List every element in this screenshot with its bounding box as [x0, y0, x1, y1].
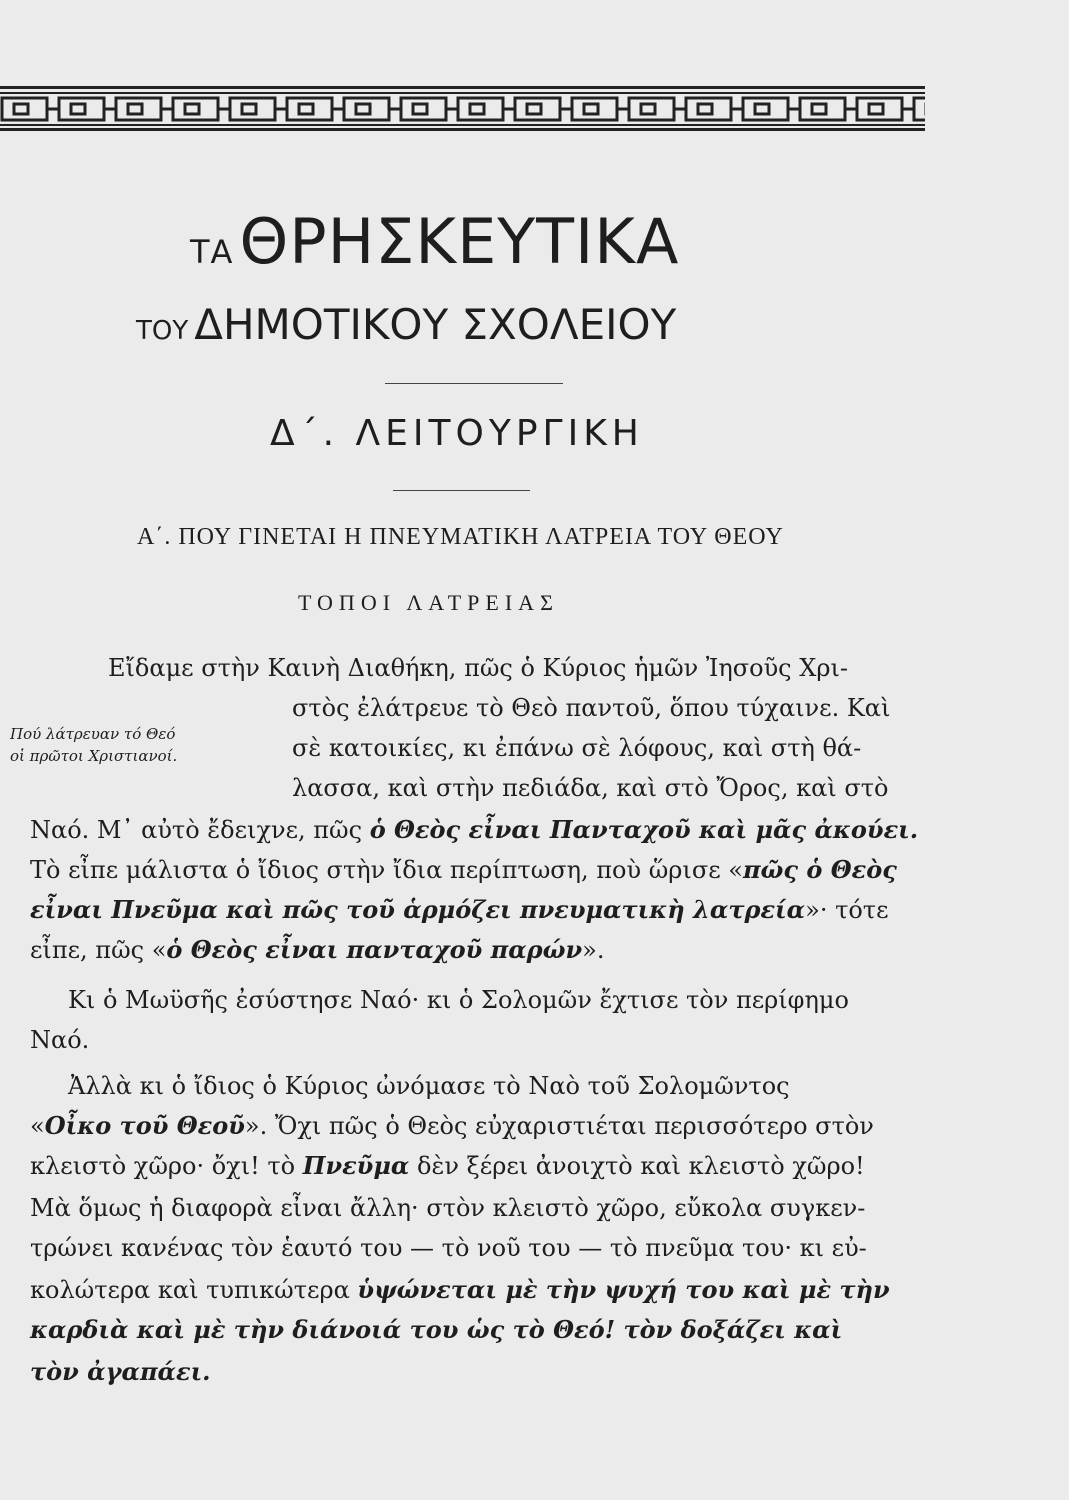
divider-rule	[385, 383, 563, 384]
emphasis: τὸν ἀγαπάει.	[30, 1357, 211, 1386]
chapter-heading: Α΄. ΠΟΥ ΓΙΝΕΤΑΙ Η ΠΝΕΥΜΑΤΙΚΗ ΛΑΤΡΕΙΑ ΤΟΥ ΘΕΟΥ	[137, 524, 784, 550]
emphasis: Οἶκο τοῦ Θεοῦ	[44, 1111, 245, 1140]
emphasis: εἶναι Πνεῦμα καὶ πῶς τοῦ ἁρμόζει πνευματικὴ λατρεία	[30, 895, 806, 924]
title-line-2	[136, 300, 836, 360]
text-line: τρώνει κανένας τὸν ἑαυτό του — τὸ νοῦ του — τὸ πνεῦμα του· κι εὐ-	[30, 1234, 867, 1262]
text-line: σὲ κατοικίες, κι ἐπάνω σὲ λόφους, καὶ στὴ θά-	[292, 734, 862, 762]
part-heading: Δ΄. ΛΕΙΤΟΥΡΓΙΚΗ	[270, 413, 644, 454]
title-sub-words: ΔΗΜΟΤΙΚΟΥ ΣΧΟΛΕΙΟΥ	[194, 300, 677, 349]
text-line: Ἀλλὰ κι ὁ ἴδιος ὁ Κύριος ὠνόμασε τὸ Ναὸ τοῦ Σολομῶντος	[68, 1072, 790, 1100]
text-line	[30, 1354, 211, 1390]
emphasis: καρδιὰ καὶ μὲ τὴν διάνοιά του ὡς τὸ Θεό! τὸν δοξάζει καὶ	[30, 1315, 843, 1344]
text-line: εἶπε, πῶς «ὁ Θεὸς εἶναι πανταχοῦ παρών».	[30, 935, 605, 964]
text-line: κλειστὸ χῶρο· ὄχι! τὸ Πνεῦμα δὲν ξέρει ἀνοιχτὸ καὶ κλειστὸ χῶρο!	[30, 1151, 865, 1180]
text-line: Εἴδαμε στὴν Καινὴ Διαθήκη, πῶς ὁ Κύριος ἡμῶν Ἰησοῦς Χρι-	[108, 654, 848, 682]
emphasis: ὑψώνεται μὲ τὴν ψυχή του καὶ μὲ τὴν	[357, 1275, 890, 1304]
greek-key-border	[0, 80, 925, 138]
text-line: κολώτερα καὶ τυπικώτερα ὑψώνεται μὲ τὴν ψυχή του καὶ μὲ τὴν	[30, 1275, 890, 1304]
text-line	[30, 1312, 842, 1348]
text-line: «Οἶκο τοῦ Θεοῦ». Ὄχι πῶς ὁ Θεὸς εὐχαριστιέται περισσότερο στὸν	[30, 1111, 874, 1140]
text-line: Μὰ ὅμως ἡ διαφορὰ εἶναι ἄλλη· στὸν κλειστὸ χῶρο, εὔκολα συγκεν-	[30, 1194, 866, 1222]
text-line: Τὸ εἶπε μάλιστα ὁ ἴδιος στὴν ἴδια περίπτωση, ποὺ ὥρισε «πῶς ὁ Θεὸς	[30, 855, 897, 884]
text-line: Ναό. Μ᾽ αὐτὸ ἔδειχνε, πῶς ὁ Θεὸς εἶναι Πανταχοῦ καὶ μᾶς ἀκούει.	[30, 815, 919, 844]
text-line: Κι ὁ Μωϋσῆς ἐσύστησε Ναό· κι ὁ Σολομῶν ἔχτισε τὸν περίφημο	[68, 986, 849, 1014]
emphasis: πῶς ὁ Θεὸς	[742, 855, 897, 884]
margin-note-line: οἱ πρῶτοι Χριστιανοί.	[10, 747, 178, 765]
emphasis: ὁ Θεὸς εἶναι πανταχοῦ παρών	[166, 935, 583, 964]
text-line: στὸς ἐλάτρευε τὸ Θεὸ παντοῦ, ὅπου τύχαινε. Καὶ	[292, 694, 891, 722]
divider-rule	[393, 490, 530, 491]
margin-note-line: Πού λάτρευαν τό Θεό	[10, 725, 176, 743]
emphasis: Πνεῦμα	[302, 1151, 410, 1180]
title-word: ΘΡΗΣΚΕΥΤΙΚΑ	[239, 205, 680, 278]
text-line: εἶναι Πνεῦμα καὶ πῶς τοῦ ἁρμόζει πνευματικὴ λατρεία»· τότε	[30, 895, 889, 924]
text-line: λασσα, καὶ στὴν πεδιάδα, καὶ στὸ Ὄρος, καὶ στὸ	[292, 774, 889, 802]
title-line-1	[190, 205, 810, 285]
title-article: ΤΑ	[190, 233, 234, 271]
section-heading: ΤΟΠΟΙ ΛΑΤΡΕΙΑΣ	[298, 590, 559, 615]
margin-note	[10, 723, 240, 779]
title-sub-article: ΤΟΥ	[136, 316, 189, 346]
emphasis: ὁ Θεὸς εἶναι Πανταχοῦ καὶ μᾶς ἀκούει.	[369, 815, 919, 844]
text-line: Ναό.	[30, 1026, 90, 1054]
